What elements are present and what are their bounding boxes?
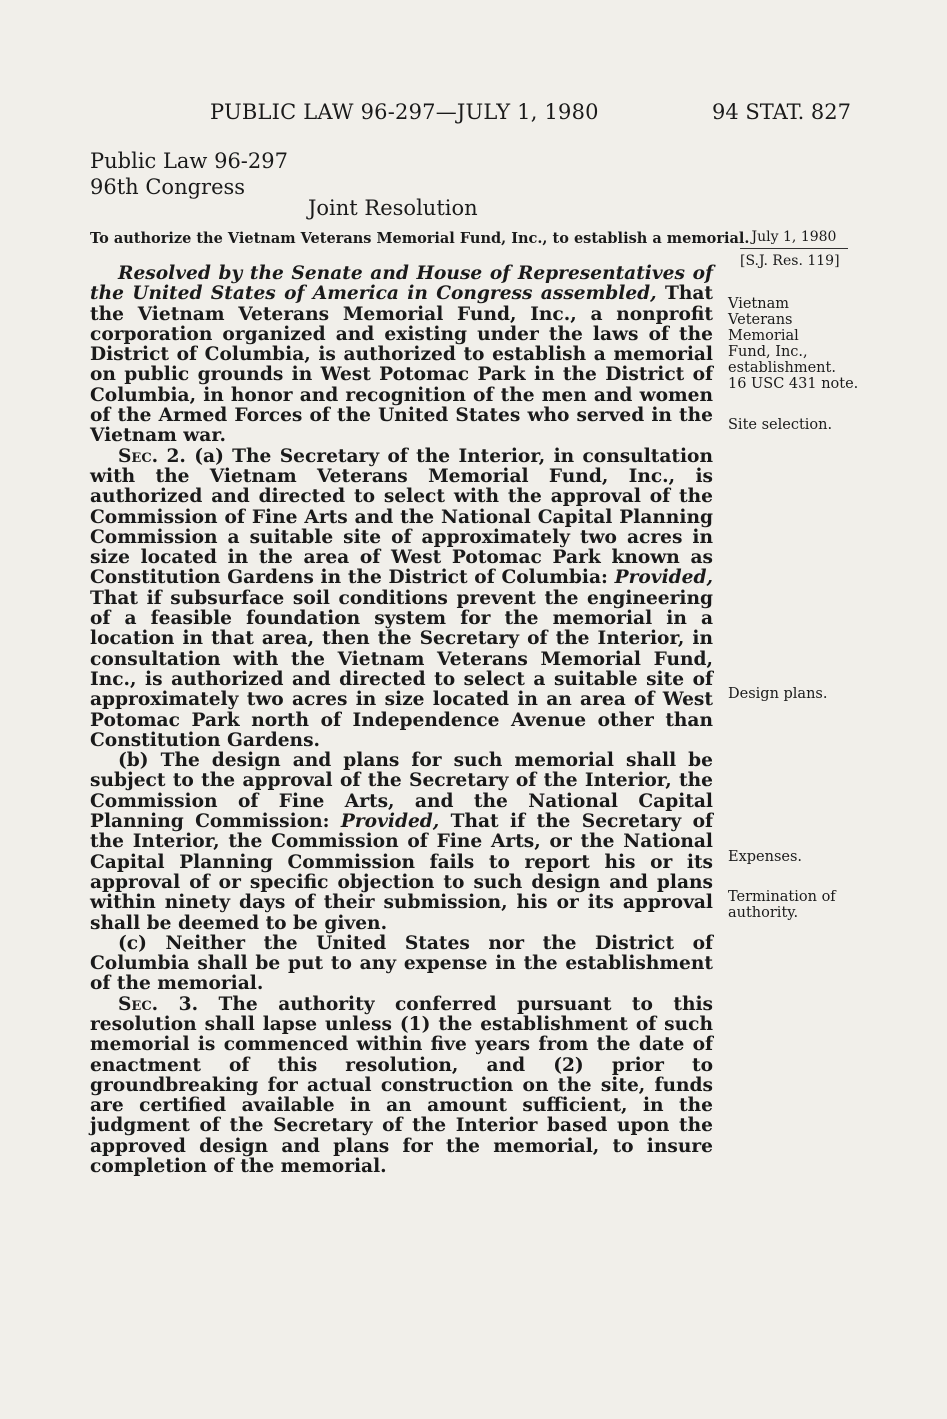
section-2b — [90, 751, 713, 934]
section-2a — [90, 447, 713, 751]
margin-note-design-plans: Design plans. — [728, 686, 828, 702]
proviso-2b: Provided, — [340, 811, 440, 833]
margin-note-establishment — [728, 296, 868, 392]
section-2b-text-part1: (b) The design and plans for such memorial shall be subject to the approval of the Secretary of the Interior, the Commission of Fine Arts, and the National Capital Planning Commission: — [90, 750, 713, 833]
section-3 — [90, 995, 713, 1178]
resolution-body — [90, 264, 713, 1177]
proviso-2a: Provided, — [614, 567, 713, 589]
section-2a-text-part1: (a) The Secretary of the Interior, in consultation with the Vietnam Veterans Memorial Fund, Inc., is authorized and directed to select with the approval of the Commission of Fine Arts and the National Capital Planning Commission a suitable site of approximately two acres in size located in the area of West Potomac Park known as Constitution Gardens in the District of Columbia: — [90, 445, 713, 589]
enactment-date: July 1, 1980 — [740, 229, 848, 249]
section-2-label: Sec. 2. — [118, 445, 186, 467]
joint-resolution-title: Joint Resolution — [308, 196, 478, 220]
purpose-statement: To authorize the Vietnam Veterans Memorial Fund, Inc., to establish a memorial. — [90, 230, 750, 247]
margin-note-site-selection: Site selection. — [728, 417, 833, 433]
margin-note-vietnam: Vietnam Veterans Memorial Fund, Inc., establishment. — [728, 296, 836, 376]
section-3-label: Sec. 3. — [118, 993, 199, 1015]
margin-note-expenses: Expenses. — [728, 849, 803, 865]
margin-note-termination: Termination of authority. — [728, 889, 836, 921]
section-2a-text-part2: That if subsurface soil conditions prevent the engineering of a feasible foundation system for the memorial in a location in that area, then the Secretary of the Interior, in consultation with the Vietnam Veterans Memorial Fund, Inc., is authorized and directed to select a suitable site of approximately two acres in size located in an area of West Potomac Park north of Independence Avenue other than Constitution Gardens. — [90, 587, 713, 751]
senate-joint-resolution-number: [S.J. Res. 119] — [740, 253, 840, 269]
enacting-clause: Resolved by the Senate and House of Representatives of the United States of America in Congress assembled, — [90, 263, 713, 305]
section-2b-text-part2: That if the Secretary of the Interior, the Commission of Fine Arts, or the National Capital Planning Commission fails to report his or its approval of or specific objection to such design and plans within ninety days of their submission, his or its approval shall be deemed to be given. — [90, 811, 713, 934]
enactment-date-block — [740, 229, 848, 269]
law-identification — [90, 148, 288, 200]
section-3-text: The authority conferred pursuant to this resolution shall lapse unless (1) the establishment of such memorial is commenced within five years from the date of enactment of this resolution, and (2) prior to groundbreaking for actual construction on the site, funds are certified available in an amount sufficient, in the judgment of the Secretary of the Interior based upon the approved design and plans for the memorial, to insure completion of the memorial. — [90, 993, 713, 1178]
margin-note-usc: 16 USC 431 note. — [728, 376, 859, 392]
statute-page-reference: 94 STAT. 827 — [712, 100, 852, 124]
section-1 — [90, 264, 713, 447]
section-1-text: That the Vietnam Veterans Memorial Fund, Inc., a nonprofit corporation organized and existing under the laws of the District of Columbia, is authorized to establish a memorial on public grounds in West Potomac Park in the District of Columbia, in honor and recognition of the men and women of the Armed Forces of the United States who served in the Vietnam war. — [90, 283, 713, 447]
section-2c: (c) Neither the United States nor the District of Columbia shall be put to any expense in the establishment of the memorial. — [90, 932, 713, 995]
running-head: PUBLIC LAW 96-297—JULY 1, 1980 — [210, 100, 599, 124]
public-law-number: Public Law 96-297 — [90, 149, 288, 173]
congress-number: 96th Congress — [90, 175, 246, 199]
